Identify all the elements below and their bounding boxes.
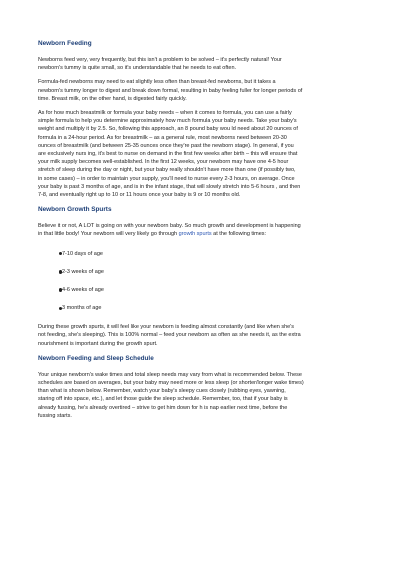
text-line: newborn's tummy longer to digest and break down formal, resulting in baby feeling fuller for longer periods of [38, 87, 303, 94]
paragraph-how-much [38, 109, 363, 199]
text-line: Newborns feed very, very frequently, but this isn't a problem to be solved – it's perfectly natural! Your [38, 57, 282, 63]
text-line: your milk supply becomes well-established. In the first 12 weeks, your newborn may have one 4-5 hour [38, 159, 289, 166]
text-line: schedules are based on averages, but your baby may need more or less sleep (or shorter/longer wake times) [38, 380, 304, 387]
text-line: Believe it or not, A LOT is going on with your newborn baby. So much growth and development is happening [38, 223, 301, 230]
list-item-label: 4-6 weeks of age [62, 287, 104, 294]
text-line: Your unique newborn's wake times and total sleep needs may vary from what is recommended below. These [38, 371, 302, 378]
text-segment: at the following times: [211, 231, 267, 238]
text-line: fussing starts. [38, 412, 72, 419]
text-line: newborn's tummy is quite small, so it's understandable that he needs to eat often. [38, 65, 237, 72]
text-line: not feeding, she's sleeping). This is 100% normal – feed your newborn as often as she needs it, as the extra [38, 332, 301, 339]
list-item-label: 7-10 days of age [62, 250, 103, 257]
document-body [38, 40, 363, 420]
text-line [38, 230, 363, 238]
growth-spurts-link[interactable]: growth spurts [178, 231, 212, 238]
text-line: As for how much breastmilk or formula your baby needs – when it comes to formula, you can use a fairly [38, 110, 292, 117]
heading-growth-spurts: Newborn Growth Spurts [38, 206, 112, 214]
paragraph-feeding-intro [38, 56, 363, 72]
text-line: are exclusively nurs ing, it's best to nurse on demand in the first few weeks after birth – this will ensure that [38, 151, 298, 158]
heading-newborn-feeding: Newborn Feeding [38, 40, 92, 47]
text-line: time. Breast milk, on the other hand, is digested fairly quickly. [38, 95, 187, 102]
paragraph-growth-intro [38, 222, 363, 238]
list-item [38, 250, 363, 258]
text-line: already fussing, he's already overtired – strive to get him down for h is nap earlier next time, before the [38, 404, 288, 411]
paragraph-growth-feeding [38, 323, 363, 348]
text-segment: in that little body! Your newborn will very likely go through [38, 231, 179, 238]
paragraph-sleep-schedule [38, 371, 363, 420]
list-item [38, 286, 363, 294]
text-line: staring off into space, etc.), and let those guide the sleep schedule. Remember, too, that if your baby is [38, 396, 288, 403]
growth-spurt-list [38, 250, 363, 313]
paragraph-formula-fed [38, 78, 363, 103]
text-line: weight and multiply it by 2.5. So, following this approach, an 8 pound baby wou ld need about 20 ounces of [38, 126, 298, 133]
text-line: formula in a 24-hour period. As for breastmilk – as a general rule, most newborns need between 20-30 [38, 134, 287, 141]
text-line: than what is shown below. Remember, watch your baby's sleepy cues closely (rubbing eyes, yawning, [38, 388, 286, 395]
list-item [38, 304, 363, 312]
text-line: stretch of sleep during the day or night, but your baby really shouldn't have more than one (if possibly two, [38, 167, 296, 174]
bullet-icon [59, 270, 62, 273]
text-line: Formula-fed newborns may need to eat slightly less often than breast-fed newborns, but it takes a [38, 79, 276, 86]
text-line: During these growth spurts, it will feel like your newborn is feeding almost constantly (and like when she's [38, 324, 295, 331]
text-line: 7-8, and eventually right up to 10 or 11 hours once your baby is 9 or 10 months old. [38, 192, 241, 199]
text-line: in some cases) – in order to maintain your supply, you'll need to nurse every 2-3 hours, on average. Once [38, 175, 295, 182]
text-line: simple formula to help you determine approximately how much formula your baby needs. Take your baby's [38, 118, 297, 125]
text-line: your baby is past 3 months of age, and is in the infant stage, that will slowly stretch into 5-6 hours , and then [38, 183, 301, 190]
list-item-label: 3 months of age [62, 305, 102, 312]
list-item-label: 2-3 weeks of age [62, 268, 104, 275]
text-line: nourishment is important during the growth spurt. [38, 340, 158, 347]
list-item [38, 268, 363, 276]
heading-sleep-schedule: Newborn Feeding and Sleep Schedule [38, 354, 154, 362]
text-line: ounces of breastmilk (and between 25-35 ounces once they're past the newborn stage). In general, if you [38, 142, 294, 149]
